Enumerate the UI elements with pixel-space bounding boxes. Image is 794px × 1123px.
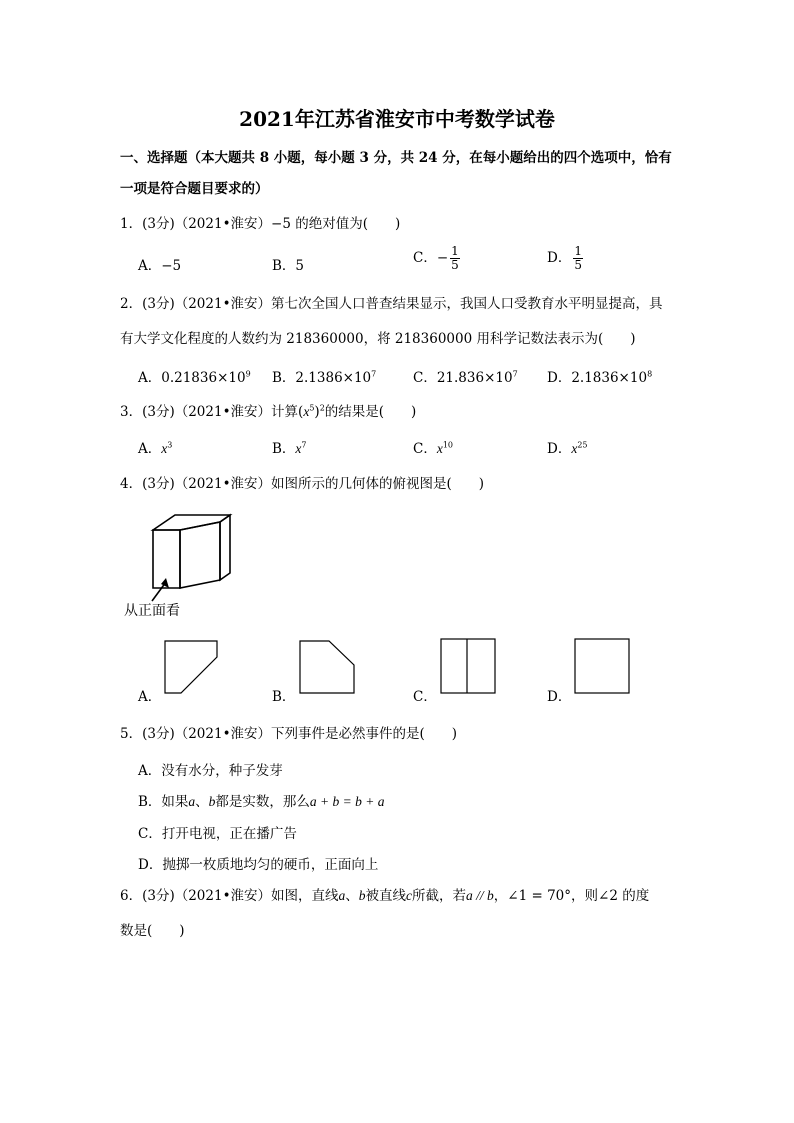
q4-option-b-shape [299,640,357,696]
q2-stem-line1: 2．(3分)（2021•淮安）第七次全国人口普查结果显示，我国人口受教育水平明显提高，具 [120,296,663,312]
q2-option-c: C．$21.836\times 10^7$ [413,369,518,386]
q1-stem: 1．(3分)（2021•淮安）−5 的绝对值为( ) [120,216,401,232]
page-title: 2021年江苏省淮安市中考数学试卷 [239,107,555,131]
q4-figure-label: 从正面看 [124,603,180,619]
q2-option-a: A．$0.21836\times 10^9$ [138,369,251,386]
q3-option-d: D．$x^{25}$ [547,440,588,457]
q1-option-d: D． $\frac{1}{5}$ [547,244,582,272]
q2-option-b: B．$2.1386\times 10^7$ [272,369,377,386]
q1-option-c: C．− $\frac{1}{5}$ [413,244,459,272]
q5-option-d: D．抛掷一枚质地均匀的硬币，正面向上 [138,857,379,873]
q4-option-d-shape [574,638,632,696]
q1-option-a: A．−5 [138,258,182,274]
q3-stem: 3．(3分)（2021•淮安）计算$(x^5)^2$的结果是( ) [120,403,417,420]
q3-option-b: B．$x^7$ [272,440,307,457]
q5-option-a: A．没有水分，种子发芽 [138,763,283,779]
q6-stem-line2: 数是( ) [120,923,185,939]
q4-option-c-shape [440,638,498,696]
q4-stem: 4．(3分)（2021•淮安）如图所示的几何体的俯视图是( ) [120,476,485,492]
q4-option-c-label: C． [413,689,437,705]
q1-option-c-fraction: $\frac{1}{5}$ [451,244,459,272]
q4-option-d-label: D． [547,689,572,705]
q4-option-b-label: B． [272,689,296,705]
q5-option-b: B．如果a、b都是实数，那么a + b = b + a [138,794,385,810]
q4-option-a-label: A． [138,689,162,705]
q5-option-c: C．打开电视，正在播广告 [138,826,297,842]
q3-option-a: A．$x^3$ [138,440,173,457]
q1-option-d-fraction: $\frac{1}{5}$ [574,244,582,272]
q2-option-d: D．$2.1836\times 10^8$ [547,369,653,386]
q3-option-c: C．$x^{10}$ [413,440,454,457]
q1-option-b: B．5 [272,258,305,274]
q2-stem-line2: 有大学文化程度的人数约为 218360000，将 218360000 用科学记数法表示为( ) [120,331,636,347]
q6-stem-line1: 6．(3分)（2021•淮安）如图，直线a、b被直线c所截，若a // b，∠1 = 70°，则∠2 的度 [120,888,650,904]
section-heading-line1: 一、选择题（本大题共 8 小题，每小题 3 分，共 24 分，在每小题给出的四个选项中，恰有 [120,150,672,166]
section-heading-line2: 一项是符合题目要求的） [120,181,269,197]
q5-stem: 5．(3分)（2021•淮安）下列事件是必然事件的是( ) [120,726,458,742]
q4-option-a-shape [164,640,220,696]
